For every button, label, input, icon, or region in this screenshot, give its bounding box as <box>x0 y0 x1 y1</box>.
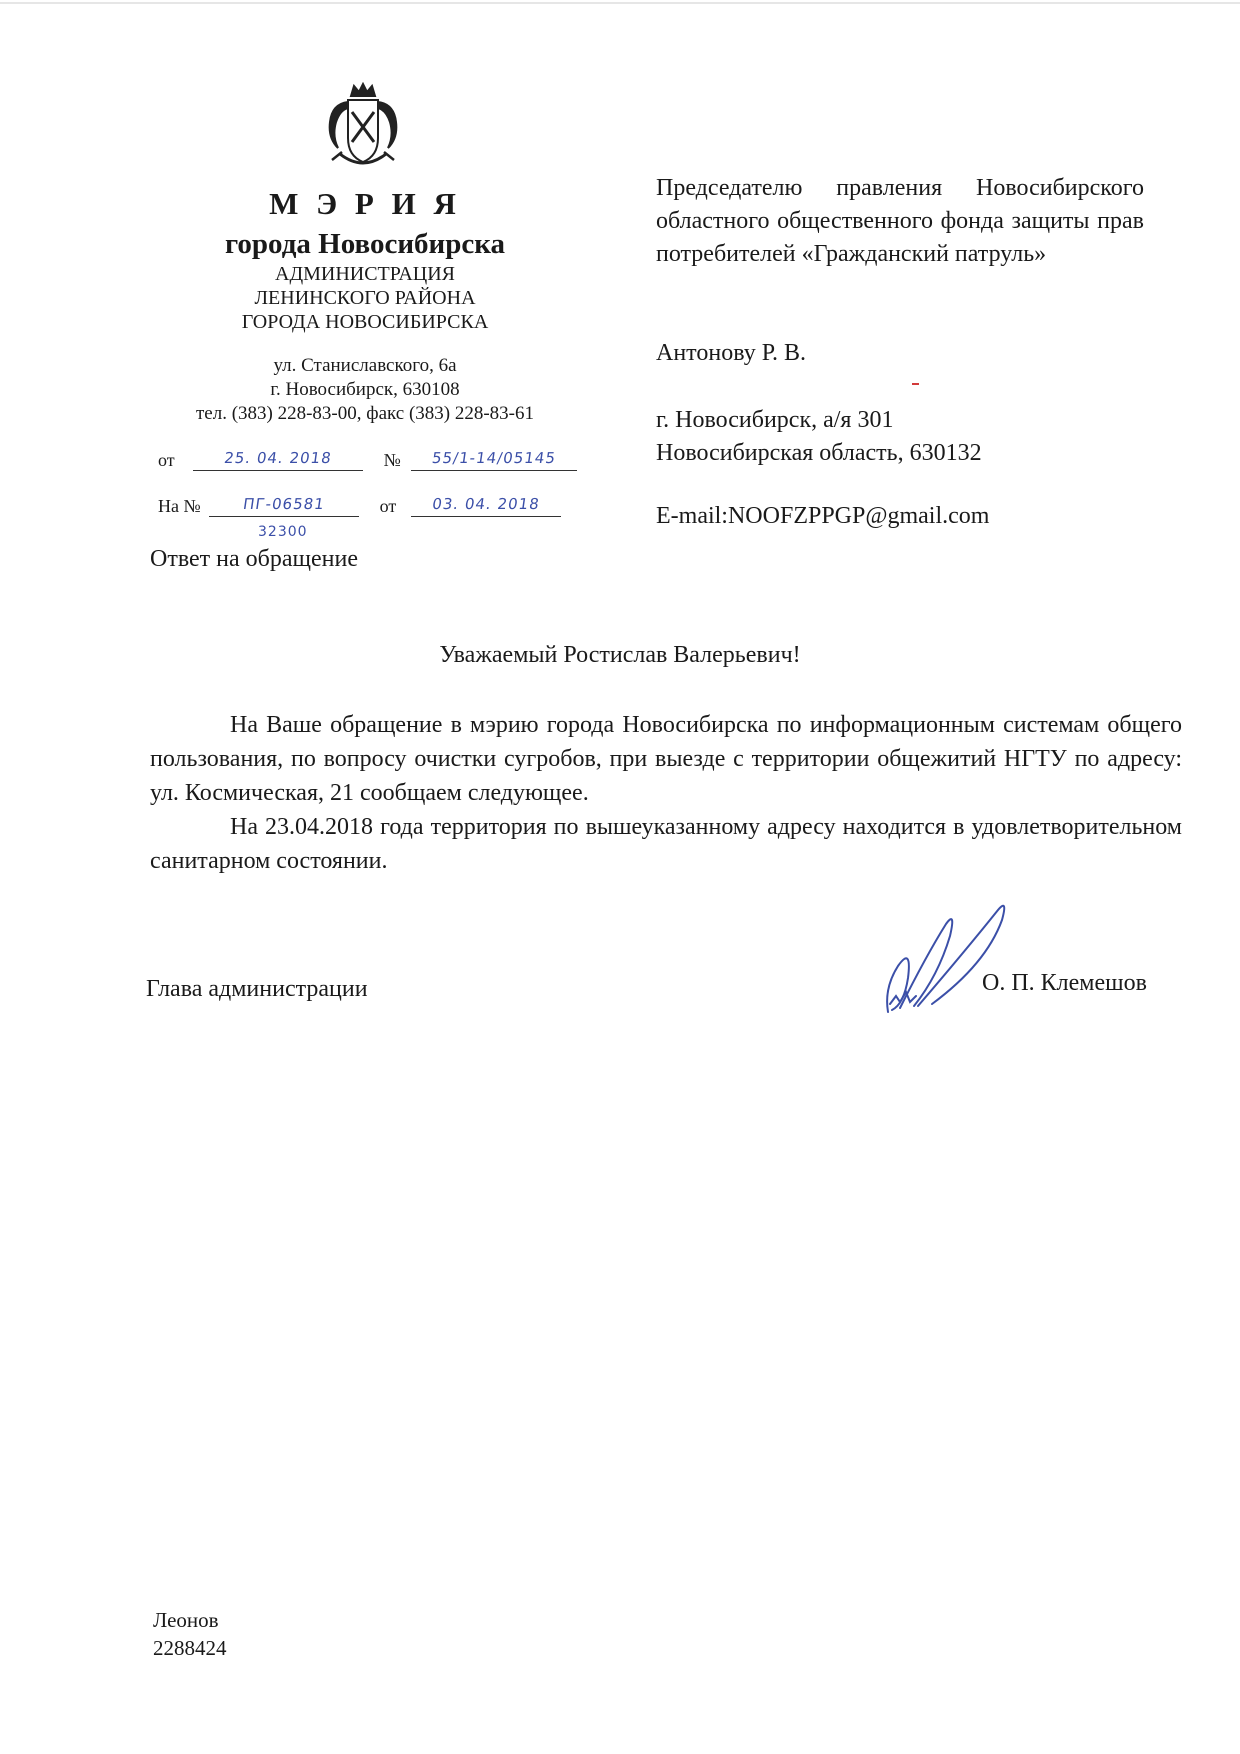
admin-line: ЛЕНИНСКОГО РАЙОНА <box>254 287 476 309</box>
executor-info <box>153 1606 227 1662</box>
ref-date-field <box>411 492 561 517</box>
number-label: № <box>383 450 401 470</box>
letterhead-title: М Э Р И Я <box>269 186 461 221</box>
greeting: Уважаемый Ростислав Валерьевич! <box>439 642 801 668</box>
addressee-address-line: г. Новосибирск, а/я 301 <box>656 407 894 433</box>
address-line: г. Новосибирск, 630108 <box>270 379 460 400</box>
executor-phone: 2288424 <box>153 1636 227 1660</box>
executor-name: Леонов <box>153 1608 219 1632</box>
subject-line: Ответ на обращение <box>150 546 358 572</box>
date-field <box>193 446 363 471</box>
body-paragraph: На Ваше обращение в мэрию города Новосибирска по информационным системам общего пользования, по вопросу очистки сугробов, при выезде с территории общежитий НГТУ по адресу: ул. Космическая, 21 сообщаем следующее. <box>150 712 1182 806</box>
signer-name: О. П. Клемешов <box>982 970 1147 996</box>
letterhead-admin <box>150 262 580 334</box>
number-value: 55/1-14/05145 <box>431 449 558 467</box>
signer-position: Глава администрации <box>146 976 368 1002</box>
address-line: ул. Станиславского, 6а <box>273 355 457 376</box>
registration-line-incoming <box>158 492 561 517</box>
address-line: тел. (383) 228-83-00, факс (383) 228-83-61 <box>195 403 535 424</box>
ref-number-value: ПГ-06581 <box>242 495 327 513</box>
ref-date-label: от <box>379 496 397 516</box>
addressee-email: E-mail:NOOFZPPGP@gmail.com <box>656 503 990 529</box>
addressee-title: Председателю правления Новосибирского областного общественного фонда защиты прав потребителей «Гражданский патруль» <box>656 175 1144 267</box>
handwritten-signature-icon <box>874 892 1024 1016</box>
addressee-address-line: Новосибирская область, 630132 <box>656 440 982 466</box>
scan-edge-line <box>0 2 1240 4</box>
red-mark <box>912 383 919 385</box>
ref-extra-handwritten: 32300 <box>258 524 308 540</box>
ref-label: На № <box>158 496 201 516</box>
number-field <box>411 446 577 471</box>
admin-line: АДМИНИСТРАЦИЯ <box>275 263 455 285</box>
body-paragraph: На 23.04.2018 года территория по вышеуказанному адресу находится в удовлетворительном санитарном состоянии. <box>150 814 1182 874</box>
coat-of-arms-icon <box>318 82 408 174</box>
registration-line-outgoing <box>158 446 577 471</box>
addressee-name: Антонову Р. В. <box>656 340 807 366</box>
letterhead-address <box>150 354 580 426</box>
ref-number-field <box>209 492 359 517</box>
admin-line: ГОРОДА НОВОСИБИРСКА <box>241 311 489 333</box>
date-value: 25. 04. 2018 <box>223 449 334 467</box>
addressee-address <box>656 404 1144 470</box>
letterhead-city: города Новосибирска <box>224 228 506 260</box>
ref-date-value: 03. 04. 2018 <box>430 495 541 513</box>
date-label: от <box>158 450 175 470</box>
